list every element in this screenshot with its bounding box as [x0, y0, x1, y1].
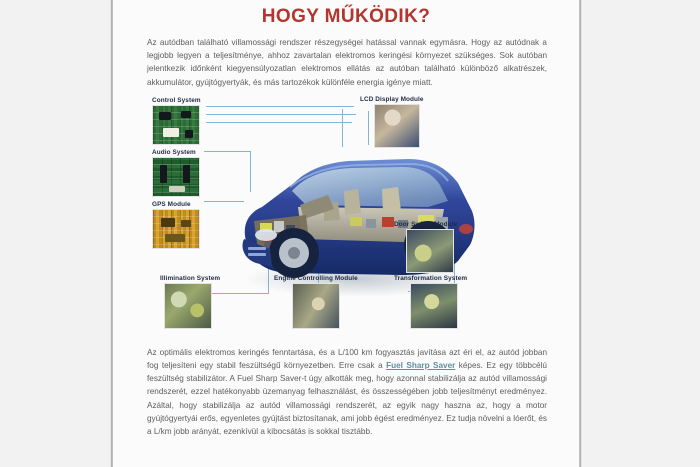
- intro-paragraph: Az autódban található villamossági rendszer részegységei hatással vannak egymásra. Hogy az autódnak a legjobb legyen a teljesítménye, ahhoz zavartalan elektromos keringési környezet szükséges. Sok autóban jelentkezik időnként kiegyensúlyozatlan elektromos ellátás az autóban található különböző alkatrészek, akkumulátor, gyújtógyertyák, és más tartozékok különféle energia igénye miatt.: [147, 38, 547, 87]
- page-title: HOGY MŰKÖDIK?: [261, 6, 431, 27]
- diagram-thumb-lcd-display-module: [374, 104, 420, 148]
- connector-control-system: [206, 106, 354, 107]
- diagram-label-control-system: Control System: [152, 96, 201, 104]
- outro-paragraph: [113, 340, 579, 438]
- diagram-label-engine-controlling-module: Engine Controlling Module: [274, 274, 358, 282]
- diagram-label-illimination-system: Illimination System: [160, 274, 221, 282]
- fuel-sharp-saver-link[interactable]: Fuel Sharp Saver: [386, 361, 456, 371]
- diagram-label-audio-system: Audio System: [152, 148, 196, 156]
- page-gutter-right: [582, 0, 700, 467]
- page-gutter-left: [0, 0, 110, 467]
- diagram-thumb-control-system: [152, 105, 200, 145]
- diagram-thumb-door-switch-module: [406, 229, 454, 273]
- car-electrical-system-diagram: [146, 95, 546, 340]
- diagram-thumb-transformation-system: [410, 283, 458, 329]
- outro-text-part1: Az optimális elektromos keringés fenntartása, és a L/100 km fogyasztás javítása azt éri el, az autód jobban fog teljesíteni egy stabil feszültségű környezetben. Erre csak a: [147, 347, 547, 371]
- outro-text-part2: képes. Ez egy többcélú feszültség stabilizátor. A Fuel Sharp Saver-t úgy alkották meg, hogy azonnal stabilizálja az autód villamossági rendszerét, ezzel hatékonyabb üzemanyag felhasználást, és összességében jobb teljesítményt eredményez. Azáltal, hogy stabilizálja az autód villamossági rendszerét, az egyik nagy haszna az, hogy a motor gyújtógyertyái erős, egyenletes gyújtást biztosítanak, ami jobb égést eredményez. Ez tudja növelni a lóerőt, és a L/km jobb arányát, ezenkívül a kibocsátás is sokkal tisztább.: [147, 361, 547, 437]
- diagram-label-gps-module: GPS Module: [152, 200, 191, 208]
- diagram-thumb-illimination-system: [164, 283, 212, 329]
- diagram-label-door-switch-module: Door Switch Module: [394, 220, 458, 228]
- diagram-label-lcd-display-module: LCD Display Module: [360, 95, 424, 103]
- diagram-thumb-audio-system: [152, 157, 200, 197]
- diagram-label-transformation-system: Transformation System: [394, 274, 468, 282]
- page-edge-right: [579, 0, 582, 467]
- diagram-thumb-gps-module: [152, 209, 200, 249]
- connector-control-system-2: [206, 114, 356, 115]
- document-sheet: [113, 0, 579, 467]
- diagram-thumb-engine-controlling-module: [292, 283, 340, 329]
